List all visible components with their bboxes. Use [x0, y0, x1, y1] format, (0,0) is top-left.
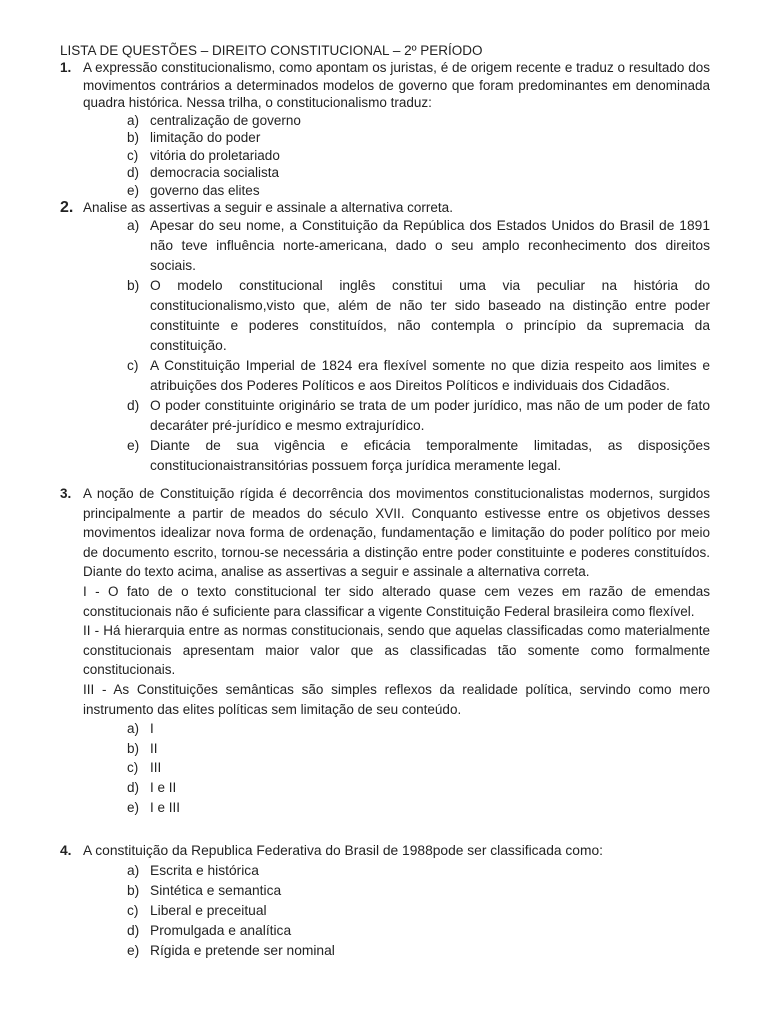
option-text: O poder constituinte originário se trata de um poder jurídico, mas não de um poder de fato decaráter pré-jurídico e mesmo extrajurídico.: [150, 398, 710, 433]
option-text: Rígida e pretende ser nominal: [150, 943, 335, 959]
option-e: [127, 436, 710, 476]
option-letter: d): [127, 165, 140, 180]
option-list: [83, 112, 710, 200]
option-c: [127, 901, 710, 921]
option-b: [127, 881, 710, 901]
option-text: A Constituição Imperial de 1824 era flexível somente no que dizia respeito aos limites e atribuições dos Poderes Políticos e aos Direitos Políticos e individuais dos Cidadãos.: [150, 358, 710, 393]
option-e: [127, 941, 710, 961]
option-text: Promulgada e analítica: [150, 923, 292, 939]
option-text: Diante de sua vigência e eficácia temporalmente limitadas, as disposições constitucionaistransitórias possuem força jurídica meramente legal.: [150, 438, 710, 473]
option-b: [127, 739, 710, 759]
option-letter: a): [127, 721, 140, 737]
option-text: II: [150, 740, 158, 756]
assertion-iii: III - As Constituições semânticas são simples reflexos da realidade política, servindo como mero instrumento das elites políticas sem limitação de seu conteúdo.: [83, 681, 710, 717]
option-text: I e II: [150, 779, 177, 795]
document-title: LISTA DE QUESTÕES – DIREITO CONSTITUCIONAL – 2º PERÍODO: [60, 43, 483, 58]
option-letter: e): [127, 182, 140, 198]
option-letter: b): [127, 130, 140, 145]
option-text: I: [150, 721, 154, 737]
option-letter: b): [127, 278, 140, 293]
option-text: centralização de governo: [150, 112, 301, 128]
option-letter: c): [127, 903, 139, 919]
option-b: [127, 129, 710, 147]
option-letter: a): [127, 863, 140, 879]
option-letter: e): [127, 438, 140, 453]
option-e: [127, 182, 710, 200]
question-number: 1.: [60, 60, 72, 75]
option-text: Sintética e semantica: [150, 883, 282, 899]
option-b: [127, 276, 710, 356]
option-letter: b): [127, 740, 140, 756]
question-2: [60, 199, 710, 476]
question-list: [60, 59, 710, 961]
question-stem: A noção de Constituição rígida é decorrência dos movimentos constitucionalistas modernos, surgidos principalmente a partir de meados do século XVII. Conquanto estivesse entre os objetivos desses movimentos idealizar nova forma de ordenação, fundamentação e limitação do poder político por meio de documento escrito, tornou-se necessária a distinção entre poder constituinte e poderes constituídos. Diante do texto acima, analise as assertivas a seguir e assinale a alternativa correta.: [83, 486, 710, 580]
option-letter: d): [127, 779, 140, 795]
option-a: [127, 719, 710, 739]
question-1: [60, 59, 710, 199]
option-text: Apesar do seu nome, a Constituição da República dos Estados Unidos do Brasil de 1891 não teve influência norte-americana, dado o seu amplo reconhecimento dos direitos sociais.: [150, 218, 710, 273]
option-list: [83, 216, 710, 476]
option-letter: c): [127, 358, 139, 373]
option-list: [83, 861, 710, 961]
option-text: vitória do proletariado: [150, 147, 280, 163]
question-4: [60, 841, 710, 961]
question-stem: A expressão constitucionalismo, como apontam os juristas, é de origem recente e traduz o resultado dos movimentos contrários a determinados modelos de governo que foram predominantes em denominada quadra histórica. Nessa trilha, o constitucionalismo traduz:: [83, 60, 710, 110]
option-letter: c): [127, 147, 139, 163]
option-text: III: [150, 760, 162, 776]
option-text: limitação do poder: [150, 130, 261, 145]
option-letter: e): [127, 799, 140, 815]
question-stem: A constituição da Republica Federativa do Brasil de 1988pode ser classificada como:: [83, 843, 603, 859]
option-d: [127, 396, 710, 436]
option-list: [83, 719, 710, 817]
option-d: [127, 778, 710, 798]
option-letter: b): [127, 883, 140, 899]
option-letter: d): [127, 923, 140, 939]
option-letter: d): [127, 398, 140, 413]
option-d: [127, 921, 710, 941]
option-e: [127, 798, 710, 818]
option-c: [127, 356, 710, 396]
question-number: 4.: [60, 843, 72, 859]
question-number: 2.: [60, 199, 74, 216]
option-a: [127, 861, 710, 881]
option-text: governo das elites: [150, 182, 260, 198]
option-letter: a): [127, 112, 140, 128]
option-a: [127, 112, 710, 130]
option-text: I e III: [150, 799, 181, 815]
option-text: democracia socialista: [150, 165, 280, 180]
question-3: [60, 484, 710, 817]
option-letter: c): [127, 760, 139, 776]
assertion-i: I - O fato de o texto constitucional ter sido alterado quase cem vezes em razão de emendas constitucionais não é suficiente para classificar a vigente Constituição Federal brasileira como flexível.: [83, 583, 710, 619]
assertion-ii: II - Há hierarquia entre as normas constitucionais, sendo que aquelas classificadas como materialmente constitucionais apresentam maior valor que as classificadas tão somente como formalmente constitucionais.: [83, 623, 710, 678]
question-stem: Analise as assertivas a seguir e assinale a alternativa correta.: [83, 200, 453, 215]
option-c: [127, 147, 710, 165]
option-text: Liberal e preceitual: [150, 903, 267, 919]
question-number: 3.: [60, 486, 72, 501]
option-text: Escrita e histórica: [150, 863, 259, 879]
option-a: [127, 216, 710, 276]
option-text: O modelo constitucional inglês constitui uma via peculiar na história do constitucionalismo,visto que, além de não ter sido baseado na distinção entre poder constituinte e poderes constituídos, não contempla o princípio da supremacia da constituição.: [150, 278, 710, 353]
option-c: [127, 758, 710, 778]
option-letter: a): [127, 218, 140, 233]
option-d: [127, 164, 710, 182]
option-letter: e): [127, 943, 140, 959]
